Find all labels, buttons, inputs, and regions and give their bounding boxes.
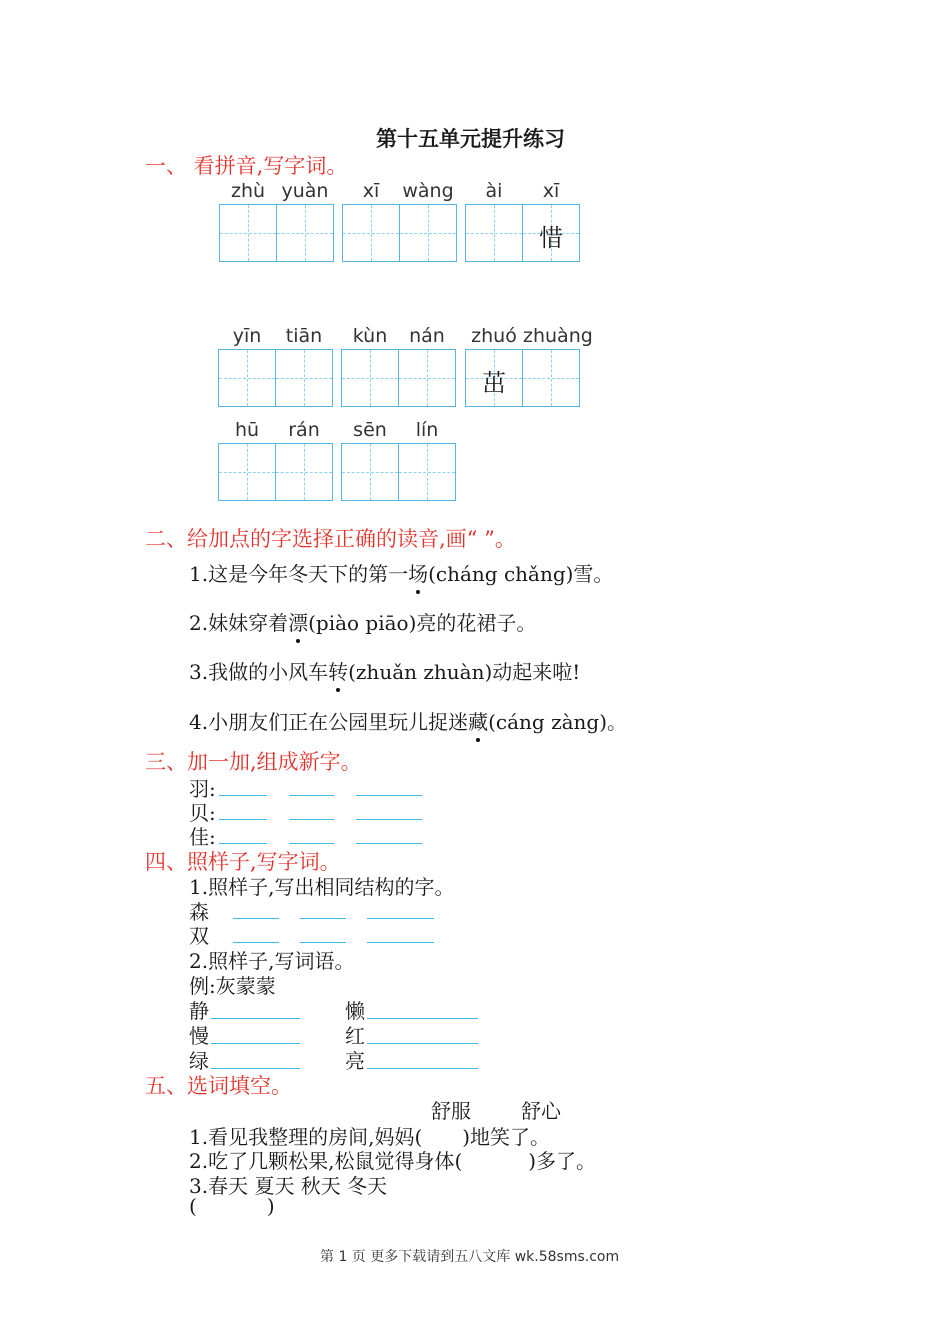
- answer-line[interactable]: [367, 1018, 478, 1019]
- writing-grid: [342, 204, 457, 262]
- question-item: 2.妹妹穿着漂(piào piāo)亮的花裙子。: [189, 607, 536, 636]
- row-label: 红: [345, 1024, 365, 1048]
- dotted-char: 转: [328, 656, 348, 685]
- answer-line[interactable]: [219, 819, 267, 820]
- question-text: 1.照样子,写出相同结构的字。: [189, 875, 455, 899]
- writing-cell[interactable]: [342, 204, 400, 262]
- page-title: 第十五单元提升练习: [376, 127, 565, 151]
- question-item: 1.看见我整理的房间,妈妈( )地笑了。: [189, 1125, 551, 1149]
- row-label: 双: [189, 924, 209, 948]
- writing-grid: [218, 349, 333, 407]
- row-label: 懒: [345, 999, 365, 1023]
- writing-cell[interactable]: [400, 204, 457, 262]
- section-5-heading: 五、选词填空。: [145, 1074, 292, 1098]
- answer-line[interactable]: [367, 942, 434, 943]
- word-option: 舒服: [431, 1099, 471, 1123]
- row-label: 羽:: [189, 777, 216, 801]
- writing-grid: [465, 349, 580, 407]
- writing-cell[interactable]: [465, 204, 523, 262]
- dotted-char: 漂: [288, 607, 308, 636]
- row-label: 佳:: [189, 825, 216, 849]
- writing-cell[interactable]: [218, 349, 276, 407]
- answer-line[interactable]: [300, 942, 346, 943]
- answer-line[interactable]: [356, 843, 422, 844]
- question-item: 2.吃了几颗松果,松鼠觉得身体( )多了。: [189, 1149, 597, 1173]
- question-item: 4.小朋友们正在公园里玩儿捉迷藏(cáng zàng)。: [189, 706, 627, 735]
- pinyin-label: xī: [542, 180, 560, 202]
- pinyin-label: ài: [485, 180, 503, 202]
- writing-cell[interactable]: [277, 204, 334, 262]
- answer-line[interactable]: [356, 819, 422, 820]
- pinyin-label: tiān: [285, 325, 323, 347]
- pinyin-label: lín: [415, 419, 439, 441]
- pinyin-label: zhù: [230, 180, 266, 202]
- pinyin-label: yuàn: [281, 180, 329, 202]
- row-label: 森: [189, 900, 209, 924]
- answer-line[interactable]: [219, 843, 267, 844]
- question-item: 3.我做的小风车转(zhuǎn zhuàn)动起来啦!: [189, 656, 580, 685]
- writing-cell[interactable]: [341, 349, 399, 407]
- writing-cell[interactable]: [276, 349, 333, 407]
- writing-grid: [465, 204, 580, 262]
- pinyin-label: xī: [362, 180, 380, 202]
- pinyin-label: hū: [234, 419, 260, 441]
- question-text: 2.照样子,写词语。: [189, 949, 355, 973]
- answer-line[interactable]: [219, 795, 267, 796]
- answer-line[interactable]: [289, 843, 334, 844]
- answer-line[interactable]: [233, 942, 279, 943]
- writing-cell[interactable]: [523, 349, 580, 407]
- row-label: 绿: [189, 1049, 209, 1073]
- question-item: 3.春天 夏天 秋天 冬天: [189, 1174, 388, 1198]
- writing-grid: [341, 349, 456, 407]
- pinyin-label: rán: [288, 419, 320, 441]
- writing-cell[interactable]: [341, 443, 399, 501]
- pinyin-label: wàng: [402, 180, 454, 202]
- page-footer: 第 1 页 更多下载请到五八文库 wk.58sms.com: [320, 1249, 620, 1265]
- pinyin-label: zhuó: [471, 325, 517, 347]
- dotted-char: 场: [408, 558, 428, 587]
- writing-grid: [218, 443, 333, 501]
- pinyin-label: sēn: [353, 419, 387, 441]
- writing-cell[interactable]: [399, 349, 456, 407]
- answer-line[interactable]: [233, 918, 279, 919]
- answer-line[interactable]: [356, 795, 422, 796]
- writing-grid: [219, 204, 334, 262]
- answer-line[interactable]: [289, 795, 334, 796]
- row-label: 静: [189, 999, 209, 1023]
- dotted-char: 藏: [468, 706, 488, 735]
- row-label: 亮: [345, 1049, 365, 1073]
- question-item: 1.这是今年冬天下的第一场(cháng chǎng)雪。: [189, 558, 613, 587]
- writing-grid: [341, 443, 456, 501]
- writing-cell: 惜: [523, 204, 580, 262]
- answer-line[interactable]: [300, 918, 346, 919]
- row-label: 慢: [189, 1024, 209, 1048]
- section-1-heading: 一、 看拼音,写字词。: [145, 154, 348, 178]
- pinyin-label: zhuàng: [523, 325, 593, 347]
- example-text: 例:灰蒙蒙: [189, 974, 276, 998]
- writing-cell[interactable]: [399, 443, 456, 501]
- writing-cell[interactable]: [219, 204, 277, 262]
- section-3-heading: 三、加一加,组成新字。: [145, 750, 362, 774]
- answer-line[interactable]: [367, 1043, 478, 1044]
- answer-line[interactable]: [367, 1068, 478, 1069]
- pinyin-label: nán: [409, 325, 445, 347]
- section-2-heading: 二、给加点的字选择正确的读音,画“ ”。: [145, 527, 516, 551]
- section-4-heading: 四、照样子,写字词。: [145, 850, 341, 874]
- question-item: ( ): [189, 1194, 275, 1218]
- writing-cell[interactable]: [276, 443, 333, 501]
- writing-cell: 茁: [465, 349, 523, 407]
- row-label: 贝:: [189, 801, 216, 825]
- answer-line[interactable]: [289, 819, 334, 820]
- answer-line[interactable]: [211, 1043, 300, 1044]
- pinyin-label: kùn: [352, 325, 388, 347]
- word-option: 舒心: [521, 1099, 561, 1123]
- writing-cell[interactable]: [218, 443, 276, 501]
- pinyin-label: yīn: [232, 325, 262, 347]
- answer-line[interactable]: [211, 1068, 300, 1069]
- answer-line[interactable]: [367, 918, 434, 919]
- answer-line[interactable]: [211, 1018, 300, 1019]
